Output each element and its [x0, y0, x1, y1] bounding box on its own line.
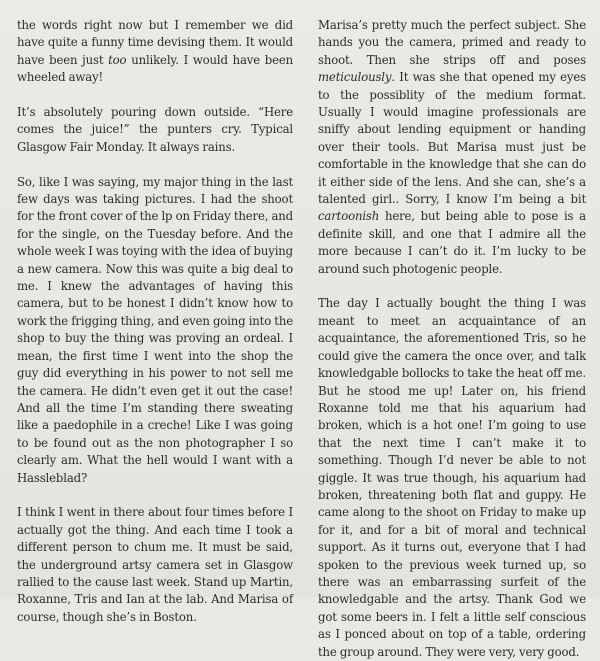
paragraph-text: Marisa’s pretty much the perfect subject. She hands you the camera, primed and ready to shoot. Then she strips off and poses	[318, 18, 586, 67]
emphasis-text: too	[108, 52, 127, 67]
emphasis-text: meticulously	[318, 70, 392, 85]
paragraph-text: here, but being able to pose is a definite skill, and one that I admire all the more because I can’t do it. I’m lucky to be around such photogenic people.	[318, 209, 586, 276]
paragraph-text: the words right now but I remember we did have quite a funny time devising them. It would have been just	[17, 18, 293, 67]
right-text-column	[318, 17, 586, 661]
paragraph-text: . It was she that opened my eyes to the possiblity of the medium format. Usually I would imagine professionals are sniffy about lending equipment or handing over their tools. But Marisa must just be comfortable in the knowledge that she can do it either side of the lens. And she can, she’s a talented girl.. Sorry, I know I’m being a bit	[318, 70, 586, 207]
paragraph-text: unlikely. I would have been wheeled away!	[17, 52, 293, 85]
left-text-column	[17, 17, 293, 626]
paragraph: The day I actually bought the thing I was meant to meet an acquaintance of an acquaintance, the aforementioned Tris, so he could give the camera the once over, and talk knowledgable bollocks to take the heat off me. But he stood me up! Later on, his friend Roxanne told me that his aquarium had broken, which is a hot one! I’m going to use that the next time I can’t make it to something. Though I’d never be able to not giggle. It was true though, his aquarium had broken, threatening both flat and guppy. He came along to the shoot on Friday to make up for it, and for a bit of moral and technical support. As it turns out, everyone that I had spoken to the previous week turned up, so there was an embarrassing surfeit of the knowledgable and the artsy. Thank God we got some beers in. I felt a little self conscious as I ponced about on top of a table, ordering the group around. They were very, very good.	[318, 296, 586, 659]
paragraph: It’s absolutely pouring down outside. “Here comes the juice!” the punters cry. Typical Glasgow Fair Monday. It always rains.	[17, 105, 293, 154]
paragraph: I think I went in there about four times before I actually got the thing. And each time I took a different person to chum me. It must be said, the underground artsy camera set in Glasgow rallied to the cause last week. Stand up Martin, Roxanne, Tris and Ian at the lab. And Marisa of course, though she’s in Boston.	[17, 505, 293, 624]
paragraph	[17, 17, 293, 87]
paragraph: So, like I was saying, my major thing in the last few days was taking pictures. I had the shoot for the front cover of the lp on Friday there, and for the single, on the Tuesday before. And the whole week I was toying with the idea of buying a new camera. Now this was quite a big deal to me. I knew the advantages of having this camera, but to be honest I didn’t know how to work the frigging thing, and even going into the shop to buy the thing was proving an ordeal. I mean, the first time I went into the shop the guy did everything in his power to not sell me the camera. He didn’t even get it out the case! And all the time I’m standing there sweating like a paedophile in a creche! Like I was going to be found out as the non photographer I so clearly am. What the hell would I want with a Hassleblad?	[17, 174, 293, 485]
emphasis-text: cartoonish	[318, 209, 380, 224]
paragraph	[318, 17, 586, 278]
